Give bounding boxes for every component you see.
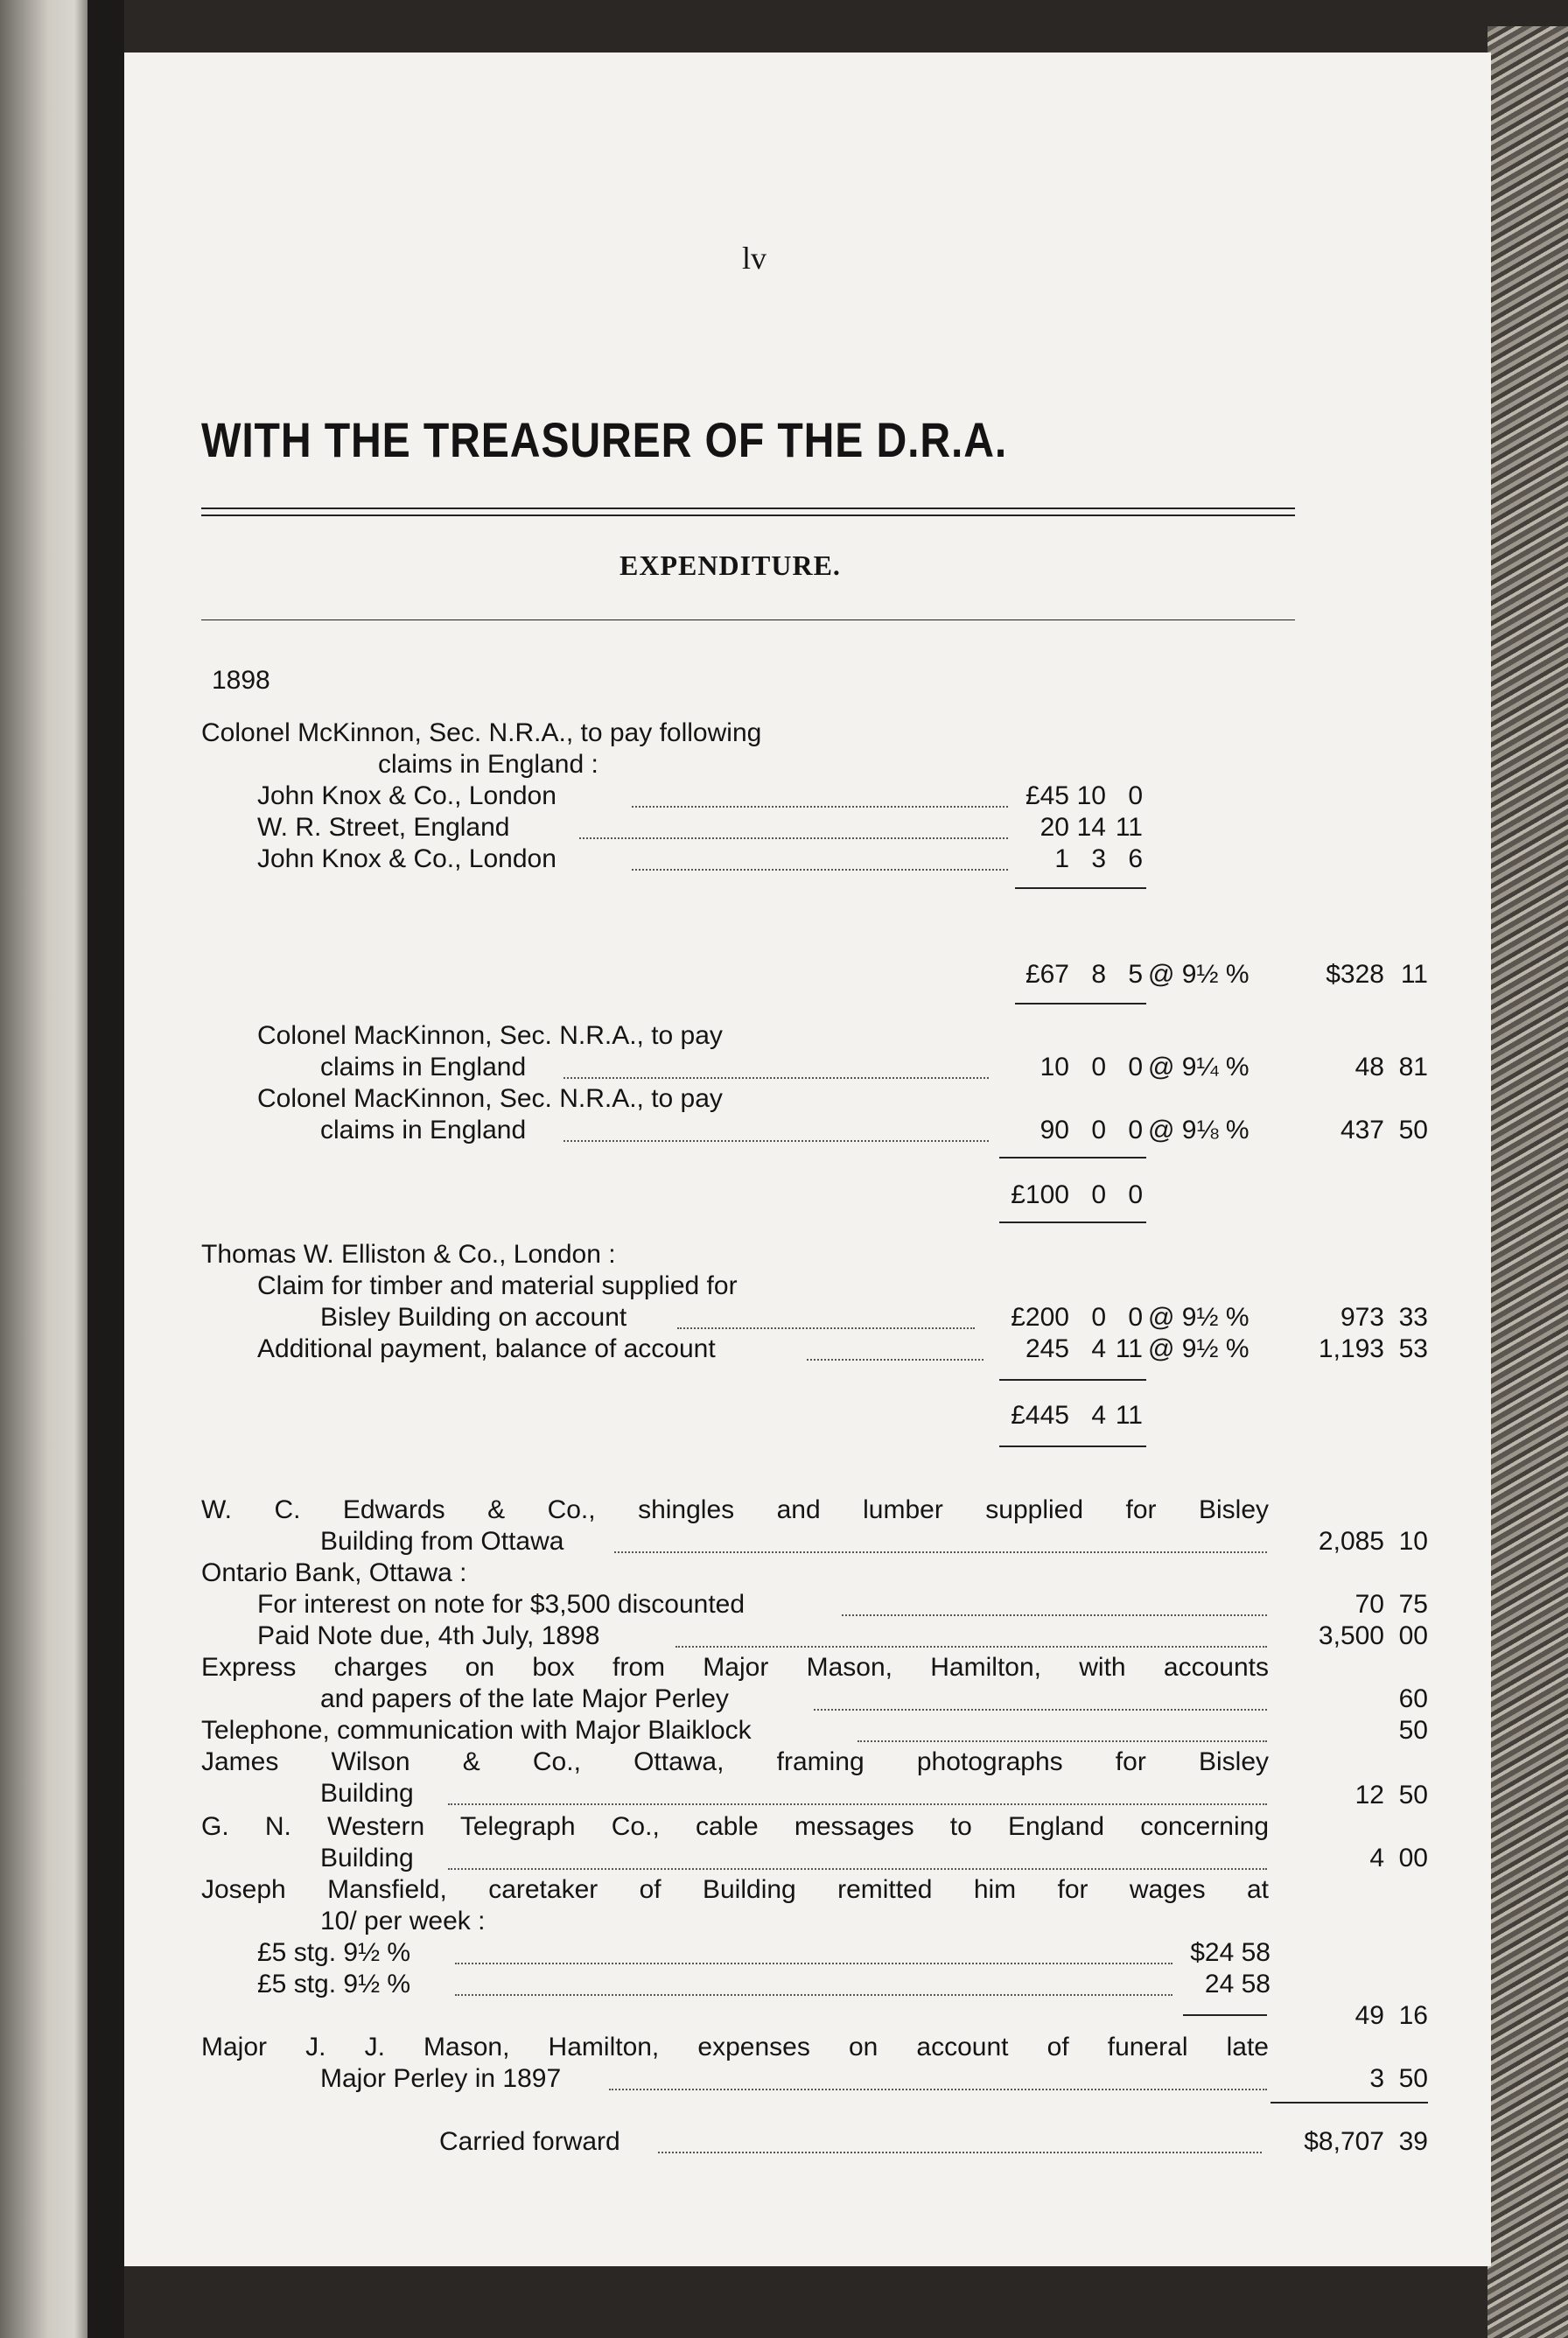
s1-total-cents: 11 (1400, 960, 1428, 989)
express-line2: and papers of the late Major Perley (320, 1684, 729, 1713)
s3-e1-cents: 33 (1398, 1303, 1428, 1332)
s3-total-pounds: £445 (1011, 1401, 1069, 1430)
sum-rule (999, 1157, 1146, 1158)
leader-dots (448, 1803, 1267, 1805)
s2-e1-cents: 81 (1398, 1053, 1428, 1082)
mansfield-wage2: £5 stg. 9½ % (257, 1970, 411, 1998)
sum-rule (999, 1222, 1146, 1223)
leader-dots (455, 1994, 1172, 1996)
s3-e2-shillings: 4 (1091, 1334, 1106, 1363)
wilson-cents: 50 (1398, 1781, 1428, 1810)
mason-dollars: 3 (1369, 2064, 1384, 2093)
s3-e1-pounds: £200 (1011, 1303, 1069, 1332)
section-heading: EXPENDITURE. (620, 550, 841, 581)
leader-dots (677, 1327, 975, 1329)
s1-item-label: John Knox & Co., London (257, 781, 556, 810)
page-title: WITH THE TREASURER OF THE D.R.A. (201, 412, 1008, 467)
s2-e2-shillings: 0 (1091, 1116, 1106, 1144)
s2-e2-pounds: 90 (1040, 1116, 1069, 1144)
sum-rule (999, 1379, 1146, 1381)
edwards-cents: 10 (1398, 1527, 1428, 1556)
s3-e1-dollars: 973 (1340, 1303, 1384, 1332)
wilson-dollars: 12 (1354, 1781, 1384, 1810)
edwards-dollars: 2,085 (1318, 1527, 1384, 1556)
telegraph-dollars: 4 (1369, 1844, 1384, 1872)
express-cents: 60 (1398, 1684, 1428, 1713)
s3-e2-line1: Additional payment, balance of account (257, 1334, 716, 1363)
s2-total-shillings: 0 (1091, 1180, 1106, 1209)
s2-e2-line2: claims in England (320, 1116, 527, 1144)
ontario-interest: For interest on note for $3,500 discounted (257, 1590, 746, 1619)
marbled-edge (1488, 26, 1568, 2338)
s1-item-label: W. R. Street, England (257, 813, 510, 842)
s3-total-shillings: 4 (1091, 1401, 1106, 1430)
mansfield-wage2-amount: 24 58 (1204, 1970, 1270, 1998)
edwards-line1: W. C. Edwards & Co., shingles and lumber supplied for Bisley (201, 1495, 1269, 1524)
s2-e1-pence: 0 (1128, 1053, 1143, 1082)
sum-rule (999, 1446, 1146, 1447)
s2-e1-line2: claims in England (320, 1053, 527, 1082)
s1-item-pence: 0 (1128, 781, 1143, 810)
mansfield-line2: 10/ per week : (320, 1907, 486, 1936)
mansfield-dollars: 49 (1354, 2001, 1384, 2030)
s3-e1-pence: 0 (1128, 1303, 1143, 1332)
s3-total-pence: 11 (1115, 1401, 1143, 1430)
ontario-note: Paid Note due, 4th July, 1898 (257, 1621, 600, 1650)
page (124, 52, 1491, 2266)
s1-item-shillings: 3 (1091, 844, 1106, 873)
s1-total-rate: @ 9½ % (1148, 960, 1250, 989)
edwards-line2: Building from Ottawa (320, 1527, 564, 1556)
s3-head: Thomas W. Elliston & Co., London : (201, 1240, 616, 1269)
telephone-line1: Telephone, communication with Major Blaiklock (201, 1716, 752, 1745)
telephone-cents: 50 (1398, 1716, 1428, 1745)
s1-line2: claims in England : (378, 750, 598, 779)
s2-total-pence: 0 (1128, 1180, 1143, 1209)
ontario-head: Ontario Bank, Ottawa : (201, 1558, 467, 1587)
ontario-note-dollars: 3,500 (1318, 1621, 1384, 1650)
sum-rule (1015, 887, 1146, 889)
leader-dots (579, 837, 1008, 839)
s2-e2-line1: Colonel MacKinnon, Sec. N.R.A., to pay (257, 1084, 723, 1113)
year: 1898 (212, 666, 270, 695)
leader-dots (807, 1359, 984, 1361)
carried-forward-cents: 39 (1398, 2127, 1428, 2156)
s2-e1-line1: Colonel MacKinnon, Sec. N.R.A., to pay (257, 1021, 723, 1050)
leader-dots (564, 1077, 989, 1079)
s3-e1-shillings: 0 (1091, 1303, 1106, 1332)
s3-e2-pounds: 245 (1025, 1334, 1069, 1363)
book-gutter (88, 0, 124, 2338)
s2-e1-pounds: 10 (1040, 1053, 1069, 1082)
s1-item-shillings: 10 (1076, 781, 1106, 810)
ontario-note-cents: 00 (1398, 1621, 1428, 1650)
facing-page-edge (0, 0, 88, 2338)
s2-e2-pence: 0 (1128, 1116, 1143, 1144)
telegraph-line1: G. N. Western Telegraph Co., cable messages to England concerning (201, 1812, 1269, 1841)
s2-e2-cents: 50 (1398, 1116, 1428, 1144)
s1-item-pounds: 20 (1040, 813, 1069, 842)
mansfield-wage1-amount: $24 58 (1190, 1938, 1270, 1967)
mason-cents: 50 (1398, 2064, 1428, 2093)
s3-e2-pence: 11 (1115, 1334, 1143, 1363)
leader-dots (632, 806, 1008, 808)
s1-item-pounds: 1 (1054, 844, 1069, 873)
mansfield-wage1: £5 stg. 9½ % (257, 1938, 411, 1967)
title-rule-top (201, 508, 1295, 509)
mason-line1: Major J. J. Mason, Hamilton, expenses on account of funeral late (201, 2033, 1269, 2062)
s3-e2-cents: 53 (1398, 1334, 1428, 1363)
page-number: lv (742, 241, 767, 276)
leader-dots (858, 1740, 1267, 1742)
leader-dots (564, 1140, 989, 1142)
s3-e1-line1: Claim for timber and material supplied for (257, 1271, 738, 1300)
telegraph-line2: Building (320, 1844, 414, 1872)
wilson-line1: James Wilson & Co., Ottawa, framing photographs for Bisley (201, 1747, 1269, 1776)
s1-item-shillings: 14 (1076, 813, 1106, 842)
telegraph-cents: 00 (1398, 1844, 1428, 1872)
ontario-interest-dollars: 70 (1354, 1590, 1384, 1619)
s2-e1-shillings: 0 (1091, 1053, 1106, 1082)
s2-e2-rate: @ 9⅛ % (1148, 1116, 1250, 1144)
s1-item-pounds: £45 (1025, 781, 1069, 810)
leader-dots (609, 2089, 1267, 2090)
s1-total-pence: 5 (1128, 960, 1143, 989)
mason-line2: Major Perley in 1897 (320, 2064, 562, 2093)
leader-dots (455, 1963, 1172, 1964)
leader-dots (842, 1614, 1267, 1616)
sum-rule (1015, 1003, 1146, 1004)
s1-item-pence: 6 (1128, 844, 1143, 873)
leader-dots (614, 1551, 1267, 1553)
s3-e2-rate: @ 9½ % (1148, 1334, 1250, 1363)
s2-e1-rate: @ 9¼ % (1148, 1053, 1250, 1082)
s1-item-label: John Knox & Co., London (257, 844, 556, 873)
leader-dots (814, 1709, 1267, 1711)
mansfield-line1: Joseph Mansfield, caretaker of Building remitted him for wages at (201, 1875, 1269, 1904)
leader-dots (632, 869, 1008, 871)
leader-dots (676, 1646, 1267, 1648)
express-line1: Express charges on box from Major Mason, Hamilton, with accounts (201, 1653, 1269, 1682)
s3-e1-line2: Bisley Building on account (320, 1303, 627, 1332)
wilson-line2: Building (320, 1779, 414, 1808)
ontario-interest-cents: 75 (1398, 1590, 1428, 1619)
mansfield-cents: 16 (1398, 2001, 1428, 2030)
s2-e2-dollars: 437 (1340, 1116, 1384, 1144)
leader-dots (658, 2152, 1262, 2153)
sum-rule (1270, 2102, 1428, 2104)
s1-item-pence: 11 (1115, 813, 1143, 842)
s1-total-dollars: $328 (1326, 960, 1384, 989)
s2-e1-dollars: 48 (1354, 1053, 1384, 1082)
leader-dots (448, 1868, 1267, 1870)
s2-total-pounds: £100 (1011, 1180, 1069, 1209)
carried-forward-label: Carried forward (439, 2127, 620, 2156)
s1-total-pounds: £67 (1025, 960, 1069, 989)
carried-forward-dollars: $8,707 (1304, 2127, 1384, 2156)
s1-total-shillings: 8 (1091, 960, 1106, 989)
s3-e2-dollars: 1,193 (1318, 1334, 1384, 1363)
title-rule-bottom (201, 514, 1295, 516)
s1-line1: Colonel McKinnon, Sec. N.R.A., to pay following (201, 718, 762, 747)
s3-e1-rate: @ 9½ % (1148, 1303, 1250, 1332)
